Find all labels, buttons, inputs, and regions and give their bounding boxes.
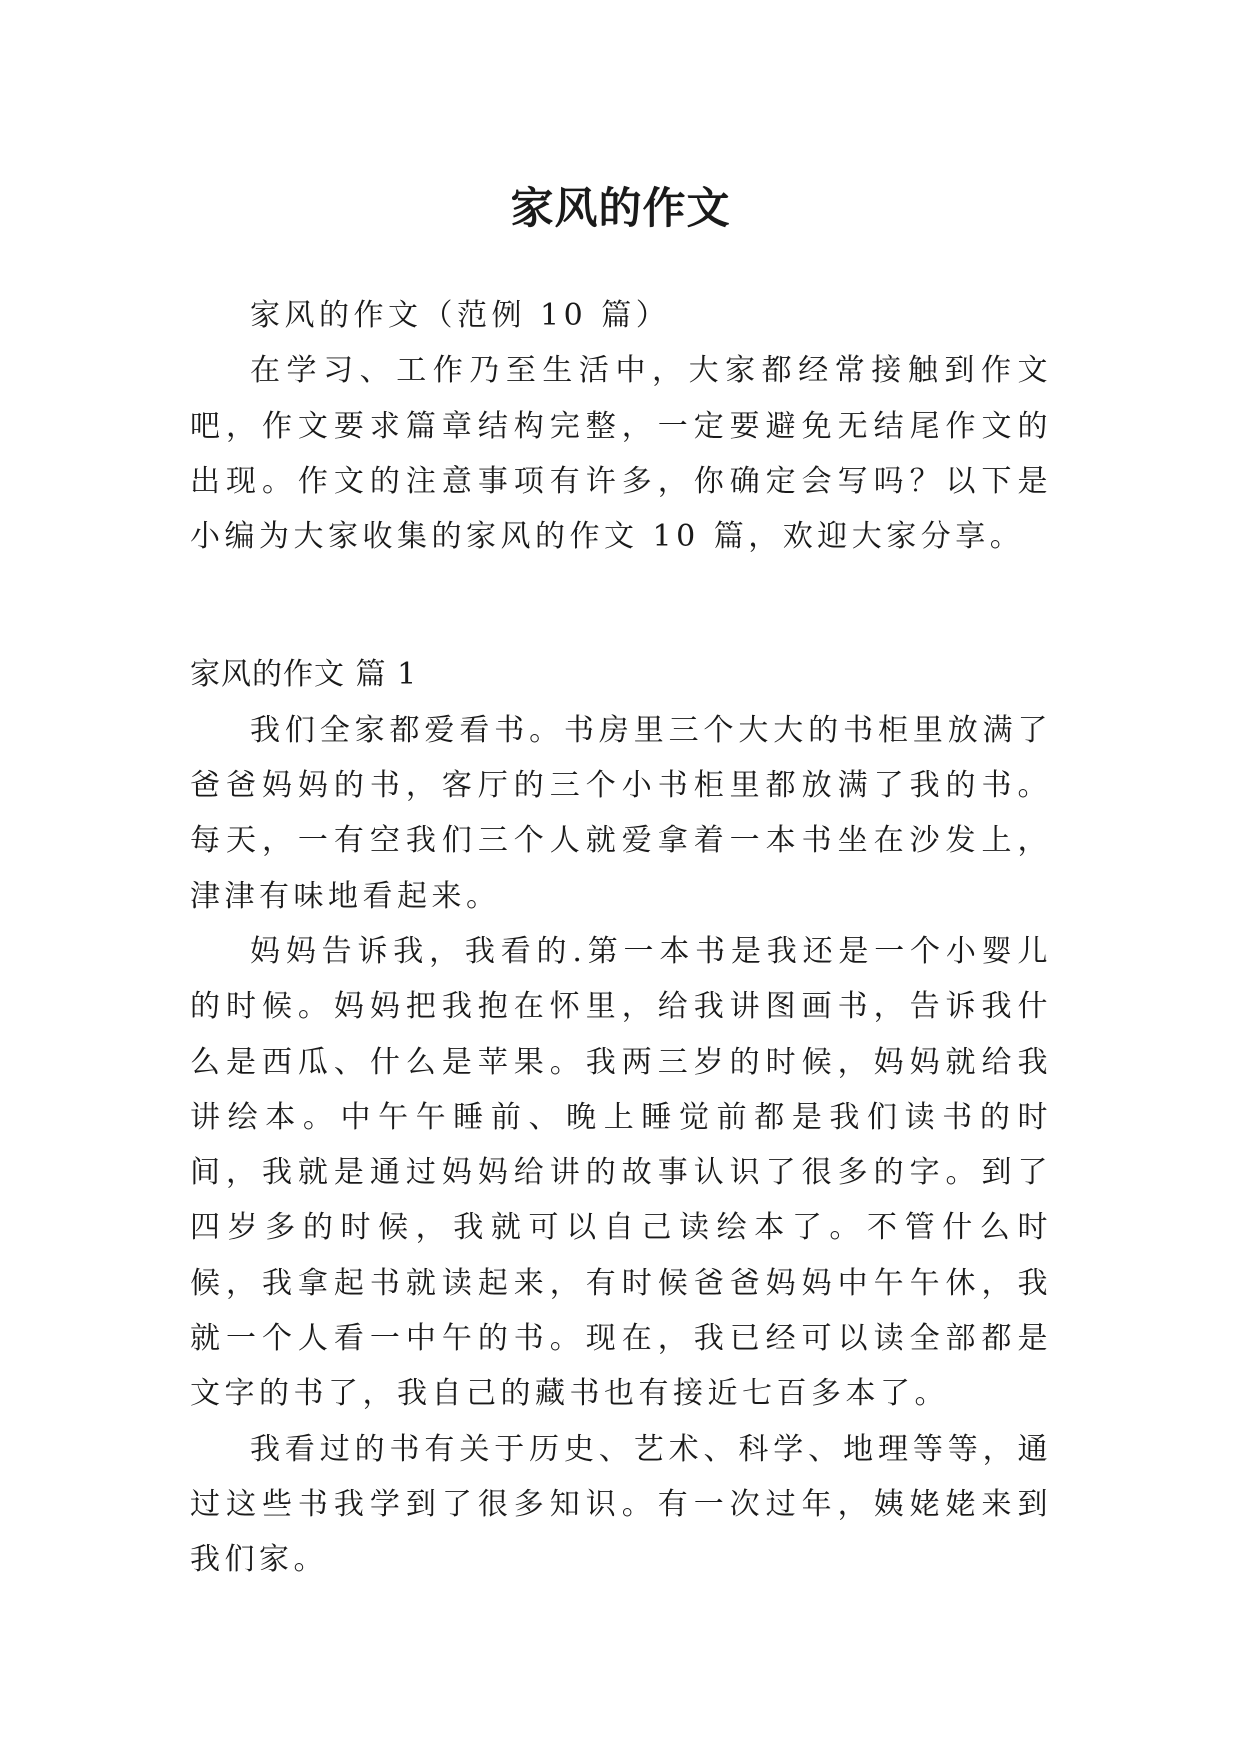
document-title: 家风的作文	[510, 183, 731, 234]
body-paragraph: 我们全家都爱看书。书房里三个大大的书柜里放满了爸爸妈妈的书，客厅的三个小书柜里都放满了我的书。每天，一有空我们三个人就爱拿着一本书坐在沙发上，津津有味地看起来。	[190, 712, 1052, 914]
document-body	[190, 288, 1052, 1588]
section-heading: 家风的作文 篇 1	[190, 657, 418, 693]
body-paragraph: 妈妈告诉我，我看的.第一本书是我还是一个小婴儿的时候。妈妈把我抱在怀里，给我讲图画书，告诉我什么是西瓜、什么是苹果。我两三岁的时候，妈妈就给我讲绘本。中午午睡前、晚上睡觉前都是我们读书的时间，我就是通过妈妈给讲的故事认识了很多的字。到了四岁多的时候，我就可以自己读绘本了。不管什么时候，我拿起书就读起来，有时候爸爸妈妈中午午休，我就一个人看一中午的书。现在，我已经可以读全部都是文字的书了，我自己的藏书也有接近七百多本了。	[190, 933, 1052, 1412]
intro-paragraph: 在学习、工作乃至生活中，大家都经常接触到作文吧，作文要求篇章结构完整，一定要避免无结尾作文的出现。作文的注意事项有许多，你确定会写吗？以下是小编为大家收集的家风的作文 10 篇，欢迎大家分享。	[190, 353, 1052, 555]
intro-heading: 家风的作文（范例 10 篇）	[250, 298, 671, 333]
body-paragraph: 我看过的书有关于历史、艺术、科学、地理等等，通过这些书我学到了很多知识。有一次过年，姨姥姥来到我们家。	[190, 1431, 1052, 1578]
